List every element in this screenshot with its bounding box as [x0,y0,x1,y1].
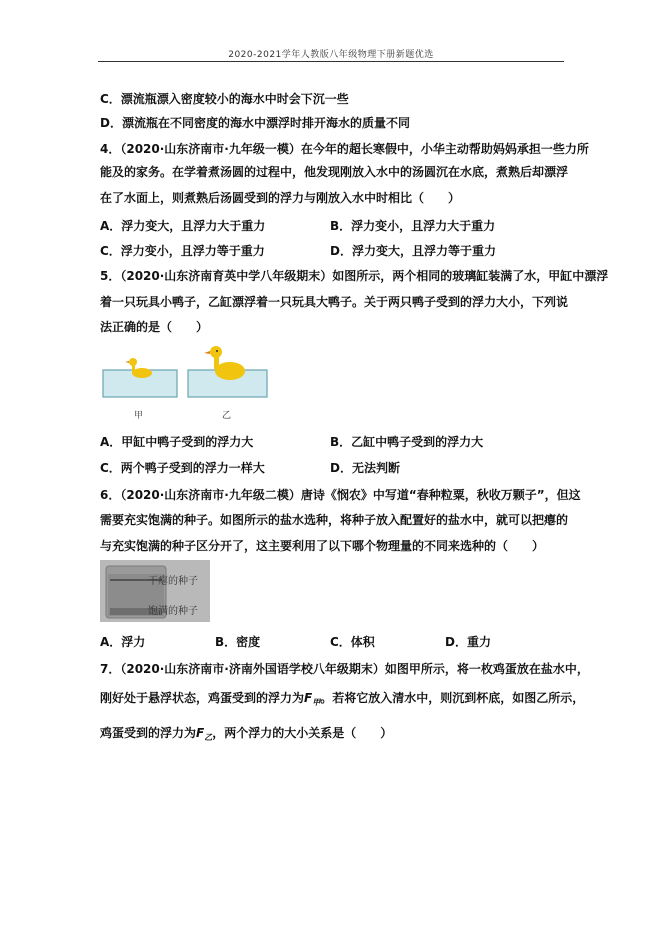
q4-option-b: B．浮力变小，且浮力大于重力 [330,219,496,233]
q6-line-2: 需要充实饱满的种子。如图所示的盐水选种，将种子放入配置好的盐水中，就可以把瘪的 [100,513,569,527]
q4-option-c: C．浮力变小，且浮力等于重力 [100,244,265,258]
seed-selection-photo [100,560,210,622]
q6-option-a: A．浮力 [100,635,146,649]
q5-line-3: 法正确的是（ ） [100,320,209,334]
q4-line-3: 在了水面上，则煮熟后汤圆受到的浮力与刚放入水中时相比（ ） [100,191,461,205]
symbol-f-jia: $F_甲$ [304,691,321,707]
q4-option-a: A．浮力变大，且浮力大于重力 [100,219,266,233]
q5-option-a: A．甲缸中鸭子受到的浮力大 [100,435,254,449]
option-c-prev: C．漂流瓶漂入密度较小的海水中时会下沉一些 [100,92,349,106]
q5-tanks-figure [100,342,270,402]
q7-line-2-text-b: 。若将它放入清水中，则沉到杯底，如图乙所示， [320,691,585,705]
q5-label-jia: 甲 [134,411,144,421]
q6-option-c: C．体积 [330,635,375,649]
q7-line-3 [100,724,392,743]
q7-line-3-text-a: 鸡蛋受到的浮力为 [100,726,197,740]
q4-line-2: 能及的家务。在学着煮汤圆的过程中，他发现刚放入水中的汤圆沉在水底，煮熟后却漂浮 [100,165,569,179]
option-d-prev: D．漂流瓶在不同密度的海水中漂浮时排开海水的质量不同 [100,116,410,130]
q7-line-1: 7．（2020·山东济南市·济南外国语学校八年级期末）如图甲所示，将一枚鸡蛋放在盐水中， [100,662,589,676]
page-header: 2020-2021学年人教版八年级物理下册新题优选 [228,50,434,60]
q6-option-b: B．密度 [215,635,261,649]
q7-line-2-text-a: 刚好处于悬浮状态，鸡蛋受到的浮力为 [100,691,305,705]
q5-line-2: 着一只玩具小鸭子，乙缸漂浮着一只玩具大鸭子。关于两只鸭子受到的浮力大小，下列说 [100,295,569,309]
q6-option-d: D．重力 [445,635,491,649]
q5-label-yi: 乙 [222,411,232,421]
q7-line-2 [100,689,584,708]
q5-line-1: 5．（2020·山东济南育英中学八年级期末）如图所示，两个相同的玻璃缸装满了水，甲缸中漂浮 [100,269,609,283]
q5-option-c: C．两个鸭子受到的浮力一样大 [100,461,265,475]
seed-label-top: 干瘪的种子 [148,576,198,587]
q4-option-d: D．浮力变大，且浮力等于重力 [330,244,496,258]
q6-line-1: 6．（2020·山东济南市·九年级二模）唐诗《悯农》中写道“春种粒粟，秋收万颗子”，但这 [100,488,581,502]
seed-label-bottom: 饱满的种子 [148,606,198,617]
q4-line-1: 4．（2020·山东济南市·九年级一模）在今年的超长寒假中，小华主动帮助妈妈承担一些力所 [100,142,589,156]
q7-line-3-text-b: ，两个浮力的大小关系是（ ） [212,726,393,740]
q5-option-b: B．乙缸中鸭子受到的浮力大 [330,435,484,449]
q6-line-3: 与充实饱满的种子区分开了，这主要利用了以下哪个物理量的不同来选种的（ ） [100,539,545,553]
q5-option-d: D．无法判断 [330,461,400,475]
symbol-f-yi: $F_乙$ [196,726,213,742]
header-rule [98,61,564,62]
